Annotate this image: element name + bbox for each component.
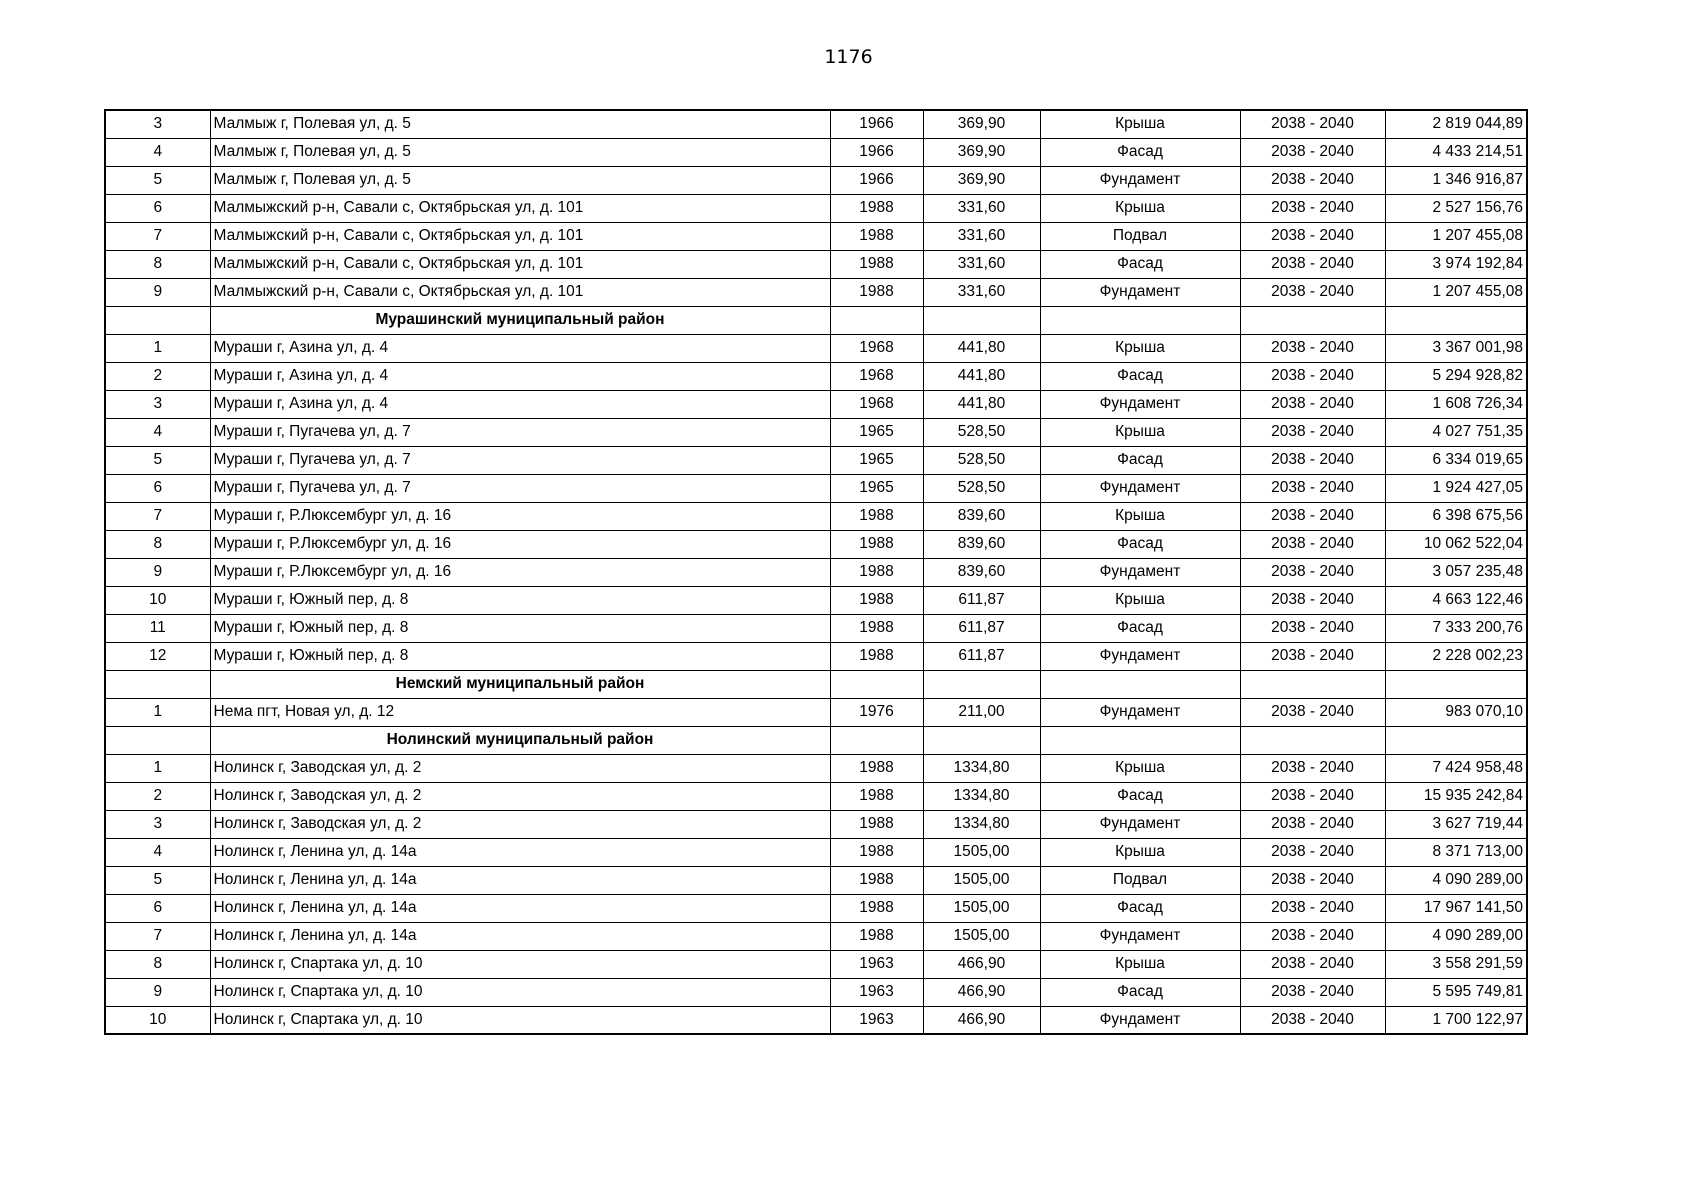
year-cell: 1988 (830, 502, 923, 530)
year-cell: 1988 (830, 278, 923, 306)
row-number: 2 (105, 782, 210, 810)
table-row (105, 1006, 1527, 1034)
address-cell: Мураши г, Р.Люксембург ул, д. 16 (210, 558, 830, 586)
cost-cell: 3 627 719,44 (1385, 810, 1527, 838)
cost-cell: 1 608 726,34 (1385, 390, 1527, 418)
work-type-cell: Крыша (1040, 502, 1240, 530)
section-title: Нолинский муниципальный район (210, 726, 830, 754)
table-row (105, 838, 1527, 866)
year-cell: 1965 (830, 474, 923, 502)
area-cell: 528,50 (923, 474, 1040, 502)
empty-cell (1240, 670, 1385, 698)
area-cell: 1505,00 (923, 838, 1040, 866)
address-cell: Малмыж г, Полевая ул, д. 5 (210, 138, 830, 166)
cost-cell: 5 294 928,82 (1385, 362, 1527, 390)
table-row (105, 586, 1527, 614)
year-cell: 1976 (830, 698, 923, 726)
address-cell: Мураши г, Азина ул, д. 4 (210, 362, 830, 390)
address-cell: Мураши г, Южный пер, д. 8 (210, 586, 830, 614)
cost-cell: 2 228 002,23 (1385, 642, 1527, 670)
table-row (105, 110, 1527, 138)
period-cell: 2038 - 2040 (1240, 362, 1385, 390)
address-cell: Малмыж г, Полевая ул, д. 5 (210, 110, 830, 138)
empty-cell (1240, 726, 1385, 754)
year-cell: 1988 (830, 754, 923, 782)
area-cell: 1505,00 (923, 894, 1040, 922)
work-type-cell: Фундамент (1040, 810, 1240, 838)
area-cell: 441,80 (923, 390, 1040, 418)
row-number: 4 (105, 138, 210, 166)
address-cell: Мураши г, Южный пер, д. 8 (210, 642, 830, 670)
work-type-cell: Крыша (1040, 586, 1240, 614)
year-cell: 1966 (830, 166, 923, 194)
empty-cell (830, 306, 923, 334)
row-number: 12 (105, 642, 210, 670)
work-type-cell: Фасад (1040, 978, 1240, 1006)
table-row (105, 782, 1527, 810)
cost-cell: 5 595 749,81 (1385, 978, 1527, 1006)
area-cell: 611,87 (923, 614, 1040, 642)
area-cell: 528,50 (923, 418, 1040, 446)
work-type-cell: Крыша (1040, 754, 1240, 782)
period-cell: 2038 - 2040 (1240, 166, 1385, 194)
address-cell: Мураши г, Пугачева ул, д. 7 (210, 446, 830, 474)
section-header-row (105, 726, 1527, 754)
area-cell: 331,60 (923, 222, 1040, 250)
year-cell: 1988 (830, 642, 923, 670)
year-cell: 1988 (830, 838, 923, 866)
cost-cell: 10 062 522,04 (1385, 530, 1527, 558)
work-type-cell: Фасад (1040, 446, 1240, 474)
period-cell: 2038 - 2040 (1240, 782, 1385, 810)
address-cell: Нолинск г, Заводская ул, д. 2 (210, 754, 830, 782)
work-type-cell: Фасад (1040, 894, 1240, 922)
work-type-cell: Фундамент (1040, 698, 1240, 726)
period-cell: 2038 - 2040 (1240, 1006, 1385, 1034)
address-cell: Мураши г, Пугачева ул, д. 7 (210, 418, 830, 446)
table-row (105, 194, 1527, 222)
cost-cell: 1 207 455,08 (1385, 278, 1527, 306)
cost-cell: 1 924 427,05 (1385, 474, 1527, 502)
year-cell: 1963 (830, 978, 923, 1006)
work-type-cell: Фундамент (1040, 558, 1240, 586)
cost-cell: 6 398 675,56 (1385, 502, 1527, 530)
cost-cell: 7 424 958,48 (1385, 754, 1527, 782)
area-cell: 839,60 (923, 530, 1040, 558)
period-cell: 2038 - 2040 (1240, 334, 1385, 362)
year-cell: 1988 (830, 922, 923, 950)
period-cell: 2038 - 2040 (1240, 418, 1385, 446)
row-number: 2 (105, 362, 210, 390)
table-row (105, 474, 1527, 502)
work-type-cell: Фундамент (1040, 922, 1240, 950)
address-cell: Мураши г, Пугачева ул, д. 7 (210, 474, 830, 502)
period-cell: 2038 - 2040 (1240, 642, 1385, 670)
area-cell: 441,80 (923, 362, 1040, 390)
cost-cell: 1 700 122,97 (1385, 1006, 1527, 1034)
row-number: 9 (105, 278, 210, 306)
year-cell: 1968 (830, 334, 923, 362)
row-number: 9 (105, 558, 210, 586)
cost-cell: 6 334 019,65 (1385, 446, 1527, 474)
year-cell: 1988 (830, 558, 923, 586)
table-row (105, 558, 1527, 586)
period-cell: 2038 - 2040 (1240, 866, 1385, 894)
period-cell: 2038 - 2040 (1240, 838, 1385, 866)
empty-cell (105, 726, 210, 754)
year-cell: 1988 (830, 586, 923, 614)
empty-cell (830, 726, 923, 754)
row-number: 8 (105, 950, 210, 978)
work-type-cell: Крыша (1040, 838, 1240, 866)
row-number: 11 (105, 614, 210, 642)
year-cell: 1988 (830, 782, 923, 810)
empty-cell (1240, 306, 1385, 334)
period-cell: 2038 - 2040 (1240, 586, 1385, 614)
area-cell: 369,90 (923, 138, 1040, 166)
cost-cell: 7 333 200,76 (1385, 614, 1527, 642)
table-row (105, 894, 1527, 922)
table-row (105, 138, 1527, 166)
work-type-cell: Крыша (1040, 334, 1240, 362)
table-row (105, 362, 1527, 390)
row-number: 7 (105, 922, 210, 950)
work-type-cell: Крыша (1040, 194, 1240, 222)
row-number: 4 (105, 838, 210, 866)
period-cell: 2038 - 2040 (1240, 530, 1385, 558)
address-cell: Мураши г, Азина ул, д. 4 (210, 334, 830, 362)
empty-cell (1040, 306, 1240, 334)
table-row (105, 642, 1527, 670)
period-cell: 2038 - 2040 (1240, 698, 1385, 726)
address-cell: Малмыжский р-н, Савали с, Октябрьская ул, д. 101 (210, 250, 830, 278)
cost-cell: 983 070,10 (1385, 698, 1527, 726)
table-row (105, 250, 1527, 278)
empty-cell (105, 670, 210, 698)
period-cell: 2038 - 2040 (1240, 194, 1385, 222)
area-cell: 1505,00 (923, 866, 1040, 894)
empty-cell (1385, 726, 1527, 754)
address-cell: Нолинск г, Ленина ул, д. 14а (210, 922, 830, 950)
area-cell: 1334,80 (923, 754, 1040, 782)
cost-cell: 3 558 291,59 (1385, 950, 1527, 978)
address-cell: Нолинск г, Спартака ул, д. 10 (210, 950, 830, 978)
period-cell: 2038 - 2040 (1240, 922, 1385, 950)
work-type-cell: Подвал (1040, 866, 1240, 894)
table-row (105, 418, 1527, 446)
area-cell: 1505,00 (923, 922, 1040, 950)
area-cell: 369,90 (923, 166, 1040, 194)
cost-cell: 8 371 713,00 (1385, 838, 1527, 866)
address-cell: Нолинск г, Ленина ул, д. 14а (210, 866, 830, 894)
empty-cell (830, 670, 923, 698)
row-number: 1 (105, 754, 210, 782)
table-row (105, 922, 1527, 950)
row-number: 3 (105, 390, 210, 418)
row-number: 8 (105, 250, 210, 278)
year-cell: 1963 (830, 1006, 923, 1034)
table-row (105, 614, 1527, 642)
cost-cell: 4 090 289,00 (1385, 922, 1527, 950)
row-number: 6 (105, 894, 210, 922)
section-header-row (105, 670, 1527, 698)
row-number: 5 (105, 446, 210, 474)
empty-cell (1040, 670, 1240, 698)
year-cell: 1988 (830, 894, 923, 922)
work-type-cell: Крыша (1040, 110, 1240, 138)
work-type-cell: Фасад (1040, 138, 1240, 166)
table-row (105, 390, 1527, 418)
period-cell: 2038 - 2040 (1240, 950, 1385, 978)
address-cell: Малмыж г, Полевая ул, д. 5 (210, 166, 830, 194)
empty-cell (923, 306, 1040, 334)
period-cell: 2038 - 2040 (1240, 110, 1385, 138)
period-cell: 2038 - 2040 (1240, 446, 1385, 474)
row-number: 3 (105, 810, 210, 838)
period-cell: 2038 - 2040 (1240, 978, 1385, 1006)
address-cell: Мураши г, Южный пер, д. 8 (210, 614, 830, 642)
row-number: 7 (105, 502, 210, 530)
year-cell: 1965 (830, 446, 923, 474)
row-number: 1 (105, 698, 210, 726)
period-cell: 2038 - 2040 (1240, 614, 1385, 642)
work-type-cell: Фундамент (1040, 474, 1240, 502)
row-number: 5 (105, 866, 210, 894)
area-cell: 1334,80 (923, 782, 1040, 810)
address-cell: Нолинск г, Ленина ул, д. 14а (210, 838, 830, 866)
year-cell: 1965 (830, 418, 923, 446)
empty-cell (105, 306, 210, 334)
period-cell: 2038 - 2040 (1240, 502, 1385, 530)
area-cell: 1334,80 (923, 810, 1040, 838)
area-cell: 466,90 (923, 950, 1040, 978)
cost-cell: 2 819 044,89 (1385, 110, 1527, 138)
year-cell: 1988 (830, 866, 923, 894)
year-cell: 1988 (830, 194, 923, 222)
table-row (105, 950, 1527, 978)
year-cell: 1988 (830, 614, 923, 642)
work-type-cell: Крыша (1040, 950, 1240, 978)
table-row (105, 334, 1527, 362)
work-type-cell: Фундамент (1040, 278, 1240, 306)
empty-cell (1385, 306, 1527, 334)
row-number: 1 (105, 334, 210, 362)
empty-cell (923, 670, 1040, 698)
area-cell: 441,80 (923, 334, 1040, 362)
row-number: 10 (105, 1006, 210, 1034)
work-type-cell: Подвал (1040, 222, 1240, 250)
table-row (105, 446, 1527, 474)
address-cell: Малмыжский р-н, Савали с, Октябрьская ул, д. 101 (210, 194, 830, 222)
empty-cell (923, 726, 1040, 754)
area-cell: 331,60 (923, 250, 1040, 278)
area-cell: 839,60 (923, 558, 1040, 586)
cost-cell: 4 663 122,46 (1385, 586, 1527, 614)
work-type-cell: Фасад (1040, 362, 1240, 390)
area-cell: 466,90 (923, 1006, 1040, 1034)
row-number: 9 (105, 978, 210, 1006)
table-row (105, 166, 1527, 194)
work-type-cell: Фундамент (1040, 1006, 1240, 1034)
section-title: Немский муниципальный район (210, 670, 830, 698)
table-row (105, 978, 1527, 1006)
area-cell: 611,87 (923, 642, 1040, 670)
table-row (105, 530, 1527, 558)
table-row (105, 502, 1527, 530)
address-cell: Малмыжский р-н, Савали с, Октябрьская ул, д. 101 (210, 278, 830, 306)
area-cell: 369,90 (923, 110, 1040, 138)
table-row (105, 866, 1527, 894)
repair-schedule-table (104, 109, 1528, 1035)
address-cell: Мураши г, Р.Люксембург ул, д. 16 (210, 530, 830, 558)
address-cell: Нолинск г, Ленина ул, д. 14а (210, 894, 830, 922)
work-type-cell: Крыша (1040, 418, 1240, 446)
period-cell: 2038 - 2040 (1240, 894, 1385, 922)
row-number: 10 (105, 586, 210, 614)
work-type-cell: Фундамент (1040, 642, 1240, 670)
table-row (105, 278, 1527, 306)
empty-cell (1385, 670, 1527, 698)
period-cell: 2038 - 2040 (1240, 474, 1385, 502)
row-number: 3 (105, 110, 210, 138)
row-number: 6 (105, 474, 210, 502)
area-cell: 211,00 (923, 698, 1040, 726)
work-type-cell: Фасад (1040, 530, 1240, 558)
cost-cell: 4 090 289,00 (1385, 866, 1527, 894)
address-cell: Нолинск г, Спартака ул, д. 10 (210, 978, 830, 1006)
period-cell: 2038 - 2040 (1240, 390, 1385, 418)
table-row (105, 698, 1527, 726)
cost-cell: 15 935 242,84 (1385, 782, 1527, 810)
table-row (105, 222, 1527, 250)
work-type-cell: Фасад (1040, 614, 1240, 642)
area-cell: 466,90 (923, 978, 1040, 1006)
section-header-row (105, 306, 1527, 334)
cost-cell: 3 057 235,48 (1385, 558, 1527, 586)
year-cell: 1968 (830, 390, 923, 418)
address-cell: Мураши г, Азина ул, д. 4 (210, 390, 830, 418)
row-number: 6 (105, 194, 210, 222)
section-title: Мурашинский муниципальный район (210, 306, 830, 334)
address-cell: Нолинск г, Спартака ул, д. 10 (210, 1006, 830, 1034)
address-cell: Нолинск г, Заводская ул, д. 2 (210, 782, 830, 810)
table-row (105, 754, 1527, 782)
period-cell: 2038 - 2040 (1240, 754, 1385, 782)
period-cell: 2038 - 2040 (1240, 558, 1385, 586)
year-cell: 1988 (830, 222, 923, 250)
work-type-cell: Фасад (1040, 250, 1240, 278)
row-number: 8 (105, 530, 210, 558)
work-type-cell: Фасад (1040, 782, 1240, 810)
cost-cell: 3 367 001,98 (1385, 334, 1527, 362)
area-cell: 528,50 (923, 446, 1040, 474)
area-cell: 839,60 (923, 502, 1040, 530)
period-cell: 2038 - 2040 (1240, 810, 1385, 838)
year-cell: 1963 (830, 950, 923, 978)
table-body (105, 110, 1527, 1034)
cost-cell: 1 207 455,08 (1385, 222, 1527, 250)
cost-cell: 1 346 916,87 (1385, 166, 1527, 194)
area-cell: 331,60 (923, 194, 1040, 222)
address-cell: Малмыжский р-н, Савали с, Октябрьская ул, д. 101 (210, 222, 830, 250)
area-cell: 611,87 (923, 586, 1040, 614)
year-cell: 1988 (830, 250, 923, 278)
empty-cell (1040, 726, 1240, 754)
address-cell: Нолинск г, Заводская ул, д. 2 (210, 810, 830, 838)
page-number: 1176 (824, 46, 873, 68)
cost-cell: 2 527 156,76 (1385, 194, 1527, 222)
work-type-cell: Фундамент (1040, 390, 1240, 418)
work-type-cell: Фундамент (1040, 166, 1240, 194)
year-cell: 1966 (830, 138, 923, 166)
area-cell: 331,60 (923, 278, 1040, 306)
table-row (105, 810, 1527, 838)
cost-cell: 4 027 751,35 (1385, 418, 1527, 446)
row-number: 4 (105, 418, 210, 446)
year-cell: 1968 (830, 362, 923, 390)
year-cell: 1988 (830, 530, 923, 558)
period-cell: 2038 - 2040 (1240, 250, 1385, 278)
year-cell: 1988 (830, 810, 923, 838)
cost-cell: 4 433 214,51 (1385, 138, 1527, 166)
address-cell: Нема пгт, Новая ул, д. 12 (210, 698, 830, 726)
cost-cell: 17 967 141,50 (1385, 894, 1527, 922)
period-cell: 2038 - 2040 (1240, 222, 1385, 250)
period-cell: 2038 - 2040 (1240, 278, 1385, 306)
address-cell: Мураши г, Р.Люксембург ул, д. 16 (210, 502, 830, 530)
year-cell: 1966 (830, 110, 923, 138)
period-cell: 2038 - 2040 (1240, 138, 1385, 166)
row-number: 7 (105, 222, 210, 250)
cost-cell: 3 974 192,84 (1385, 250, 1527, 278)
row-number: 5 (105, 166, 210, 194)
